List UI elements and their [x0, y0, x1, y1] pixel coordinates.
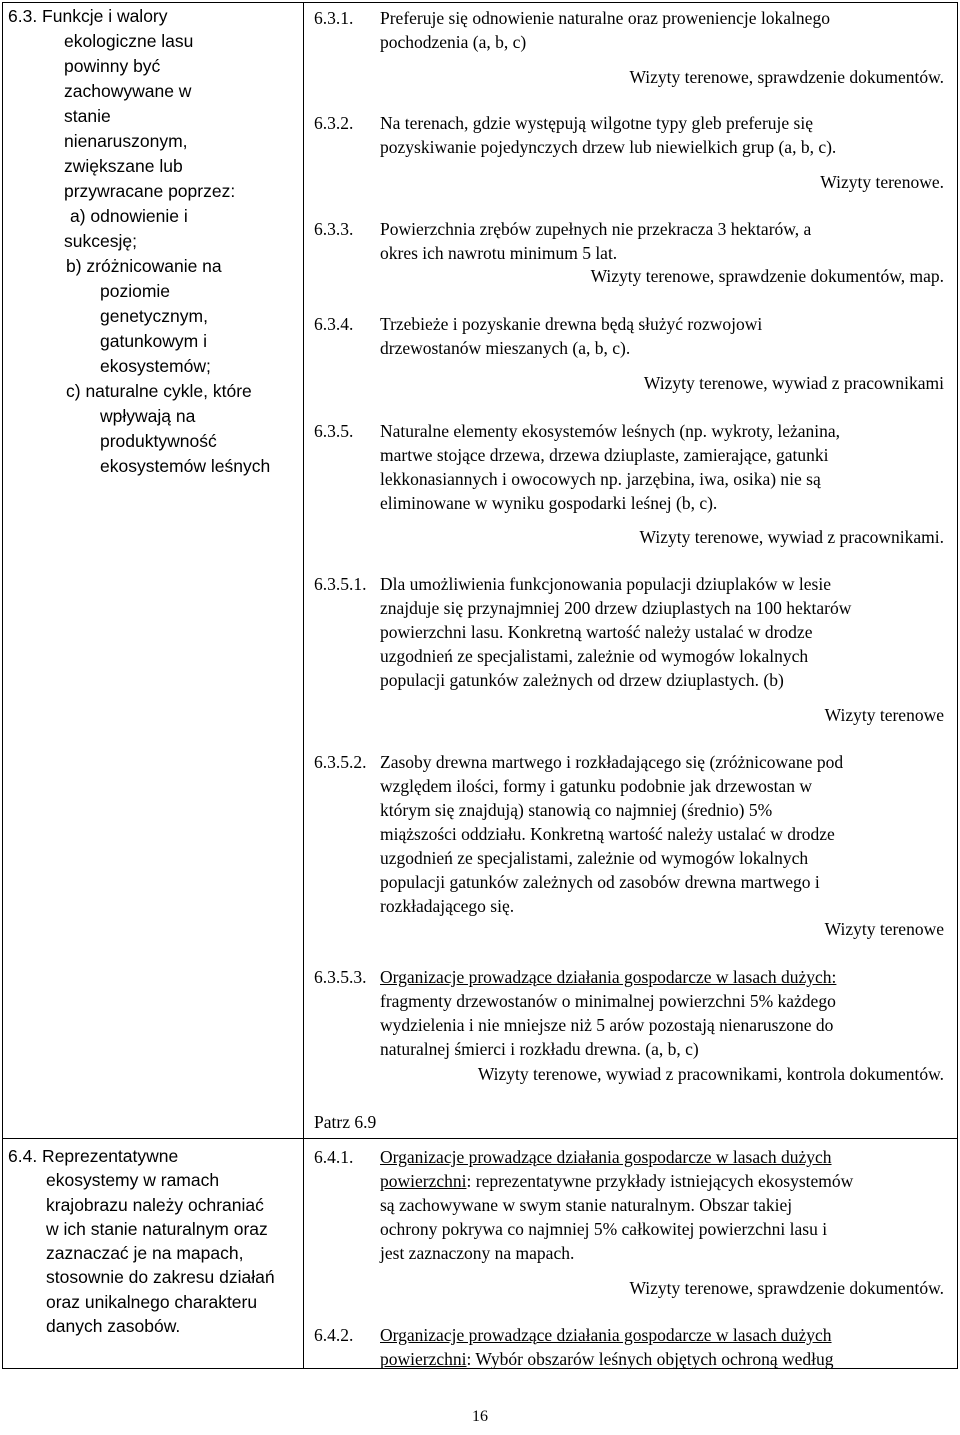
item-line: Preferuje się odnowienie naturalne oraz proweniencje lokalnego: [380, 8, 830, 28]
criterion-line: danych zasobów.: [46, 1316, 181, 1337]
criterion-line: stanie: [64, 106, 111, 126]
item-number: 6.3.5.1.: [314, 574, 367, 594]
cross-reference: Patrz 6.9: [314, 1112, 377, 1132]
item-line: eliminowane w wyniku gospodarki leśnej (b, c).: [380, 493, 718, 513]
item-number: 6.3.5.2.: [314, 752, 367, 772]
item-body: [380, 6, 948, 54]
table-border-left: [2, 2, 3, 1369]
page-number: 16: [472, 1408, 488, 1425]
item-body: [380, 965, 948, 1061]
item-number: 6.3.1.: [314, 8, 354, 28]
criterion-line: krajobrazu należy ochraniać: [46, 1194, 264, 1215]
criterion-line: genetycznym,: [100, 306, 208, 326]
criterion-line: w ich stanie naturalnym oraz: [46, 1218, 268, 1239]
item-body: [380, 1145, 948, 1265]
item-number: 6.3.4.: [314, 314, 354, 334]
item-number: 6.4.2.: [314, 1325, 354, 1345]
item-line: Trzebieże i pozyskanie drewna będą służyć rozwojowi: [380, 314, 763, 334]
verification-method: Wizyty terenowe, sprawdzenie dokumentów.: [629, 1278, 944, 1298]
criterion-line: 6.3. Funkcje i walory: [8, 6, 168, 26]
item-number: 6.4.1.: [314, 1147, 354, 1167]
criterion-line: ekosystemy w ramach: [46, 1170, 220, 1191]
item-body: [380, 1323, 948, 1371]
criterion-line: wpływają na: [100, 406, 196, 426]
item-line: pozyskiwanie pojedynczych drzew lub niewielkich grup (a, b, c).: [380, 137, 837, 157]
item-line: pochodzenia (a, b, c): [380, 32, 527, 52]
table-border-right: [957, 2, 958, 1369]
criterion-line: sukcesję;: [64, 231, 137, 251]
item-line: [380, 1169, 948, 1193]
item-line: populacji gatunków zależnych od drzew dziuplastych. (b): [380, 670, 784, 690]
verification-method: Wizyty terenowe.: [820, 172, 944, 192]
table-border-top: [2, 2, 958, 3]
item-line: powierzchni lasu. Konkretną wartość należy ustalać w drodze: [380, 622, 813, 642]
item-body: [380, 572, 948, 692]
item-heading: Organizacje prowadzące działania gospodarcze w lasach dużych: [380, 1147, 832, 1167]
item-line: miąższości oddziału. Konkretną wartość należy ustalać w drodze: [380, 824, 835, 844]
verification-method: Wizyty terenowe, wywiad z pracownikami.: [639, 527, 944, 547]
item-line: Powierzchnia zrębów zupełnych nie przekracza 3 hektarów, a: [380, 219, 812, 239]
item-line: lekkonasiannych i owocowych np. jarzębina, iwa, osika) nie są: [380, 469, 821, 489]
item-line: względem ilości, formy i gatunku podobnie jak drzewostan w: [380, 776, 813, 796]
item-line: drzewostanów mieszanych (a, b, c).: [380, 338, 631, 358]
criterion-line: powinny być: [64, 56, 161, 76]
criterion-6-4: [8, 1144, 298, 1338]
item-line: populacji gatunków zależnych od zasobów drewna martwego i: [380, 872, 820, 892]
criterion-6-3: [8, 4, 298, 479]
item-line: jest zaznaczony na mapach.: [380, 1243, 575, 1263]
criterion-line: zwiększane lub: [64, 156, 183, 176]
item-heading: Organizacje prowadzące działania gospodarcze w lasach dużych:: [380, 967, 837, 987]
item-heading-cont: powierzchni: [380, 1349, 467, 1369]
item-heading: Organizacje prowadzące działania gospodarcze w lasach dużych: [380, 1325, 832, 1345]
item-line: Naturalne elementy ekosystemów leśnych (np. wykroty, leżanina,: [380, 421, 841, 441]
item-line: uzgodnień ze specjalistami, zależnie od wymogów lokalnych: [380, 848, 809, 868]
criterion-line: poziomie: [100, 281, 171, 301]
criterion-line: oraz unikalnego charakteru: [46, 1291, 258, 1312]
item-line: [380, 1347, 948, 1371]
verification-method: Wizyty terenowe, sprawdzenie dokumentów.: [629, 67, 944, 87]
item-line: Na terenach, gdzie występują wilgotne typy gleb preferuje się: [380, 113, 813, 133]
verification-method: Wizyty terenowe, wywiad z pracownikami, kontrola dokumentów.: [477, 1064, 944, 1084]
criterion-line: gatunkowym i: [100, 331, 207, 351]
criterion-line: ekosystemów leśnych: [100, 456, 271, 476]
item-line: Zasoby drewna martwego i rozkładającego się (zróżnicowane pod: [380, 752, 844, 772]
criterion-line: przywracane poprzez:: [64, 181, 236, 201]
item-line: naturalnej śmierci i rozkładu drewna. (a, b, c): [380, 1039, 699, 1059]
item-body: [380, 750, 948, 918]
criterion-line: 6.4. Reprezentatywne: [8, 1146, 179, 1166]
item-line: okres ich nawrotu minimum 5 lat.: [380, 243, 618, 263]
item-line: ochrony pokrywa co najmniej 5% całkowitej powierzchni lasu i: [380, 1219, 828, 1239]
item-line: Dla umożliwienia funkcjonowania populacji dziuplaków w lesie: [380, 574, 831, 594]
item-body: [380, 312, 948, 360]
item-heading-rest: : reprezentatywne przykłady istniejących ekosystemów: [466, 1171, 854, 1191]
criterion-line: zaznaczać je na mapach,: [46, 1243, 244, 1264]
item-body: [380, 111, 948, 159]
row-divider: [2, 1138, 958, 1139]
verification-method: Wizyty terenowe: [824, 919, 944, 939]
item-heading-rest: : Wybór obszarów leśnych objętych ochroną według: [466, 1349, 834, 1369]
item-line: wydzielenia i nie mniejsze niż 5 arów pozostają nienaruszone do: [380, 1015, 834, 1035]
item-body: [380, 419, 948, 515]
criterion-line: stosownie do zakresu działań: [46, 1267, 275, 1288]
criterion-line: nienaruszonym,: [64, 131, 188, 151]
criterion-line: produktywność: [100, 431, 217, 451]
item-line: którym się znajdują) stanowią co najmniej (średnio) 5%: [380, 800, 773, 820]
item-number: 6.3.5.3.: [314, 967, 367, 987]
verification-method: Wizyty terenowe, wywiad z pracownikami: [643, 373, 944, 393]
criterion-line: ekosystemów;: [100, 356, 211, 376]
criterion-line: a) odnowienie i: [70, 206, 188, 226]
item-number: 6.3.2.: [314, 113, 354, 133]
criterion-line: zachowywane w: [64, 81, 192, 101]
item-line: uzgodnień ze specjalistami, zależnie od wymogów lokalnych: [380, 646, 809, 666]
item-number: 6.3.3.: [314, 219, 354, 239]
verification-method: Wizyty terenowe, sprawdzenie dokumentów, map.: [590, 266, 944, 286]
item-line: znajduje się przynajmniej 200 drzew dziuplastych na 100 hektarów: [380, 598, 852, 618]
item-line: rozkładającego się.: [380, 896, 515, 916]
item-line: są zachowywane w swym stanie naturalnym. Obszar takiej: [380, 1195, 793, 1215]
criterion-line: c) naturalne cykle, które: [66, 381, 252, 401]
item-heading-cont: powierzchni: [380, 1171, 467, 1191]
criterion-line: b) zróżnicowanie na: [66, 256, 222, 276]
item-number: 6.3.5.: [314, 421, 354, 441]
verification-method: Wizyty terenowe: [824, 705, 944, 725]
criterion-line: ekologiczne lasu: [64, 31, 194, 51]
column-divider: [303, 2, 304, 1369]
item-body: [380, 217, 948, 265]
item-line: martwe stojące drzewa, drzewa dziuplaste, zamierające, gatunki: [380, 445, 829, 465]
item-line: fragmenty drzewostanów o minimalnej powierzchni 5% każdego: [380, 991, 836, 1011]
